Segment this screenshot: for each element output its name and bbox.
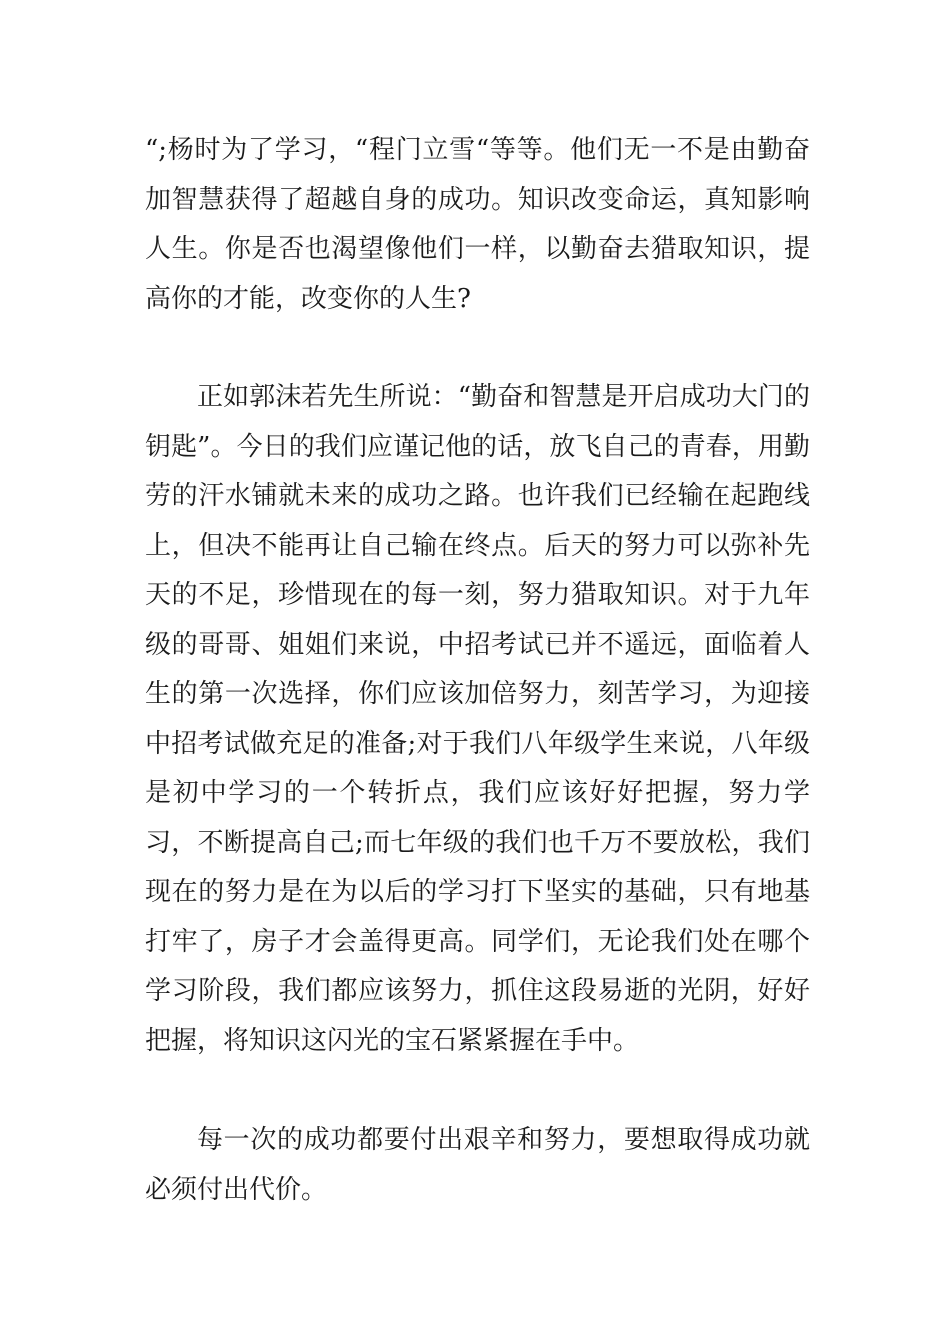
paragraph-continuation: “;杨时为了学习，“程门立雪“等等。他们无一不是由勤奋加智慧获得了超越自身的成功。知识改变命运，真知影响人生。你是否也渴望像他们一样，以勤奋去猎取知识，提高你的才能，改变你的人生? <box>145 135 810 314</box>
paragraph-guo-moruo-quote: 正如郭沫若先生所说：“勤奋和智慧是开启成功大门的钥匙”。今日的我们应谨记他的话，放飞自己的青春，用勤劳的汗水铺就未来的成功之路。也许我们已经输在起跑线上，但决不能再让自己输在终点。后天的努力可以弥补先天的不足，珍惜现在的每一刻，努力猎取知识。对于九年级的哥哥、姐姐们来说，中招考试已并不遥远，面临着人生的第一次选择，你们应该加倍努力，刻苦学习，为迎接中招考试做充足的准备;对于我们八年级学生来说，八年级是初中学习的一个转折点，我们应该好好把握，努力学习，不断提高自己;而七年级的我们也千万不要放松，我们现在的努力是在为以后的学习打下坚实的基础，只有地基打牢了，房子才会盖得更高。同学们，无论我们处在哪个学习阶段，我们都应该努力，抓住这段易逝的光阴，好好把握，将知识这闪光的宝石紧紧握在手中。 <box>145 382 810 1056</box>
paragraph-conclusion: 每一次的成功都要付出艰辛和努力，要想取得成功就必须付出代价。 <box>145 1125 810 1205</box>
